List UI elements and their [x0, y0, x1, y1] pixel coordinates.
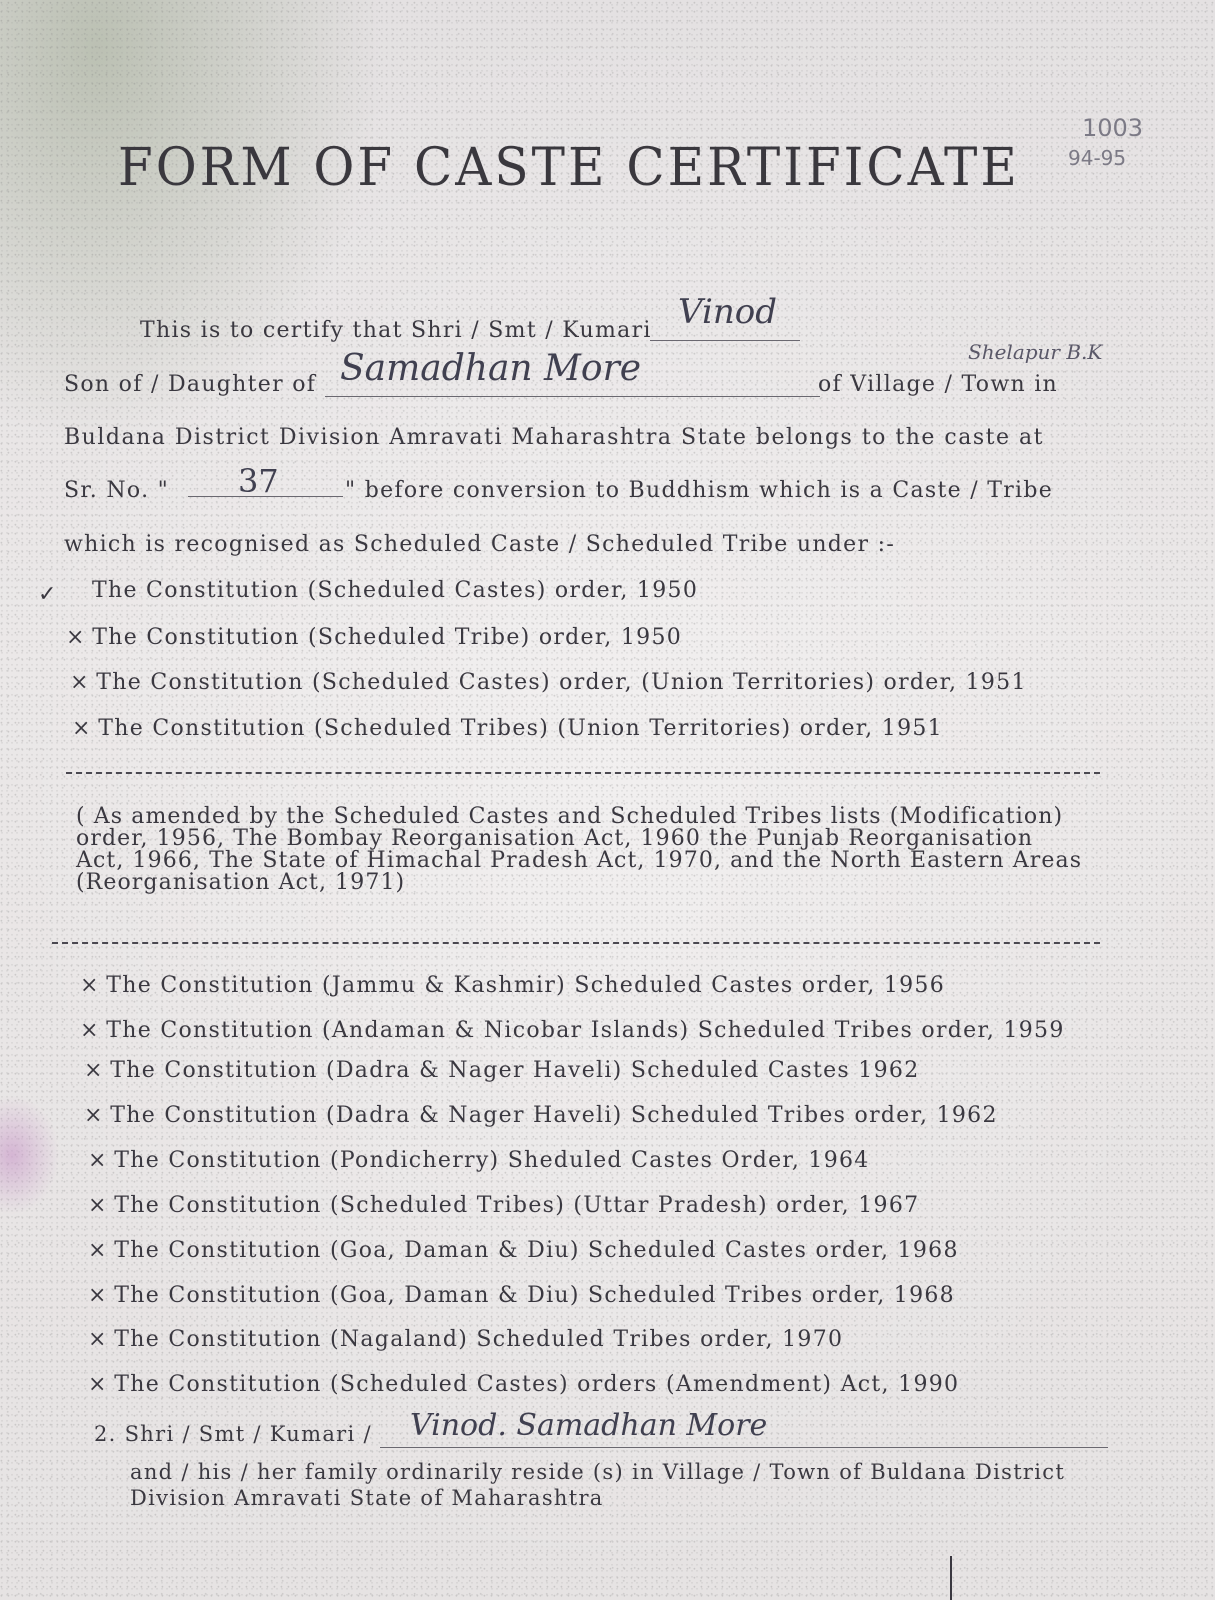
cross-bullet: ×: [88, 1327, 108, 1352]
cross-bullet: ×: [84, 1058, 104, 1083]
order-secondary-2-row: [80, 1018, 1065, 1043]
order-secondary-4: The Constitution (Dadra & Nager Haveli) Scheduled Tribes order, 1962: [110, 1103, 998, 1128]
certify-line-3: Buldana District Division Amravati Maharashtra State belongs to the caste at: [64, 425, 1044, 450]
handwritten-full-name: Vinod. Samadhan More: [410, 1408, 768, 1443]
order-secondary-9: The Constitution (Nagaland) Scheduled Tribes order, 1970: [114, 1327, 844, 1352]
cross-bullet: ×: [70, 670, 90, 695]
cross-bullet: ×: [80, 1018, 100, 1043]
handwritten-serial-no: 37: [238, 462, 279, 500]
order-secondary-9-row: [88, 1327, 843, 1352]
cross-bullet: ×: [88, 1283, 108, 1308]
serial-no-underline: [188, 496, 343, 497]
order-primary-2: The Constitution (Scheduled Tribe) order, 1950: [92, 625, 683, 650]
paper-stain: [0, 1095, 60, 1215]
cross-bullet: ×: [88, 1193, 108, 1218]
order-secondary-3-row: [84, 1058, 920, 1083]
order-secondary-1-row: [80, 973, 945, 998]
handwritten-father-name: Samadhan More: [340, 348, 642, 389]
cross-bullet: ×: [88, 1148, 108, 1173]
cross-bullet: ×: [66, 625, 86, 650]
order-primary-2-row: [66, 625, 682, 650]
handwritten-number-top: 1003: [1082, 114, 1144, 142]
order-secondary-1: The Constitution (Jammu & Kashmir) Scheduled Castes order, 1956: [106, 973, 946, 998]
handwritten-number-bottom: 94-95: [1068, 146, 1127, 170]
certify-line-2-prefix: Son of / Daughter of: [64, 372, 317, 397]
order-primary-1: The Constitution (Scheduled Castes) order, 1950: [92, 578, 699, 603]
order-secondary-10-row: [88, 1372, 959, 1397]
cross-bullet: ×: [88, 1238, 108, 1263]
name-underline: [650, 340, 800, 341]
order-secondary-8-row: [88, 1283, 955, 1308]
order-secondary-5: The Constitution (Pondicherry) Sheduled Castes Order, 1964: [114, 1148, 870, 1173]
page-title: FORM OF CASTE CERTIFICATE: [118, 136, 1020, 198]
order-primary-4: The Constitution (Scheduled Tribes) (Union Territories) order, 1951: [98, 716, 943, 741]
order-secondary-7-row: [88, 1238, 959, 1263]
order-primary-3: The Constitution (Scheduled Castes) order, (Union Territories) order, 1951: [96, 670, 1027, 695]
cross-bullet: ×: [80, 973, 100, 998]
certify-line-4-prefix: Sr. No. ": [64, 478, 170, 503]
residence-prefix: 2. Shri / Smt / Kumari /: [94, 1422, 372, 1446]
certify-line-2-suffix: of Village / Town in: [818, 372, 1059, 397]
residence-line-2: and / his / her family ordinarily reside (s) in Village / Town of Buldana District: [130, 1460, 1066, 1484]
order-secondary-5-row: [88, 1148, 870, 1173]
tick-mark: ✓: [38, 582, 57, 607]
order-secondary-7: The Constitution (Goa, Daman & Diu) Scheduled Castes order, 1968: [114, 1238, 959, 1263]
divider-2: [52, 942, 1100, 944]
residence-line-3: Division Amravati State of Maharashtra: [130, 1486, 604, 1510]
handwritten-name: Vinod: [678, 292, 777, 332]
certify-line-1: This is to certify that Shri / Smt / Kumari: [140, 318, 652, 343]
cross-bullet: ×: [84, 1103, 104, 1128]
order-secondary-10: The Constitution (Scheduled Castes) orders (Amendment) Act, 1990: [114, 1372, 960, 1397]
order-primary-3-row: [70, 670, 1027, 695]
cross-bullet: ×: [72, 716, 92, 741]
divider-1: [66, 772, 1100, 774]
father-name-underline: [325, 396, 820, 397]
order-secondary-3: The Constitution (Dadra & Nager Haveli) Scheduled Castes 1962: [110, 1058, 920, 1083]
order-secondary-8: The Constitution (Goa, Daman & Diu) Scheduled Tribes order, 1968: [114, 1283, 955, 1308]
pen-mark: [950, 1556, 952, 1600]
full-name-underline: [380, 1447, 1108, 1448]
certify-line-5: which is recognised as Scheduled Caste / Scheduled Tribe under :-: [64, 532, 896, 557]
handwritten-village: Shelapur B.K: [968, 340, 1103, 364]
order-secondary-2: The Constitution (Andaman & Nicobar Islands) Scheduled Tribes order, 1959: [106, 1018, 1065, 1043]
amendment-note: ( As amended by the Scheduled Castes and Scheduled Tribes lists (Modification) order, 1956, The Bombay Reorganisation Act, 1960 the Punjab Reorganisation Act, 1966, The State of Himachal Pradesh Act, 1970, and the North Eastern Areas (Reorganisation Act, 1971): [76, 804, 1083, 895]
order-secondary-4-row: [84, 1103, 998, 1128]
order-primary-4-row: [72, 716, 943, 741]
order-secondary-6-row: [88, 1193, 919, 1218]
certify-line-4-suffix: " before conversion to Buddhism which is a Caste / Tribe: [345, 478, 1054, 503]
order-secondary-6: The Constitution (Scheduled Tribes) (Uttar Pradesh) order, 1967: [114, 1193, 920, 1218]
cross-bullet: ×: [88, 1372, 108, 1397]
